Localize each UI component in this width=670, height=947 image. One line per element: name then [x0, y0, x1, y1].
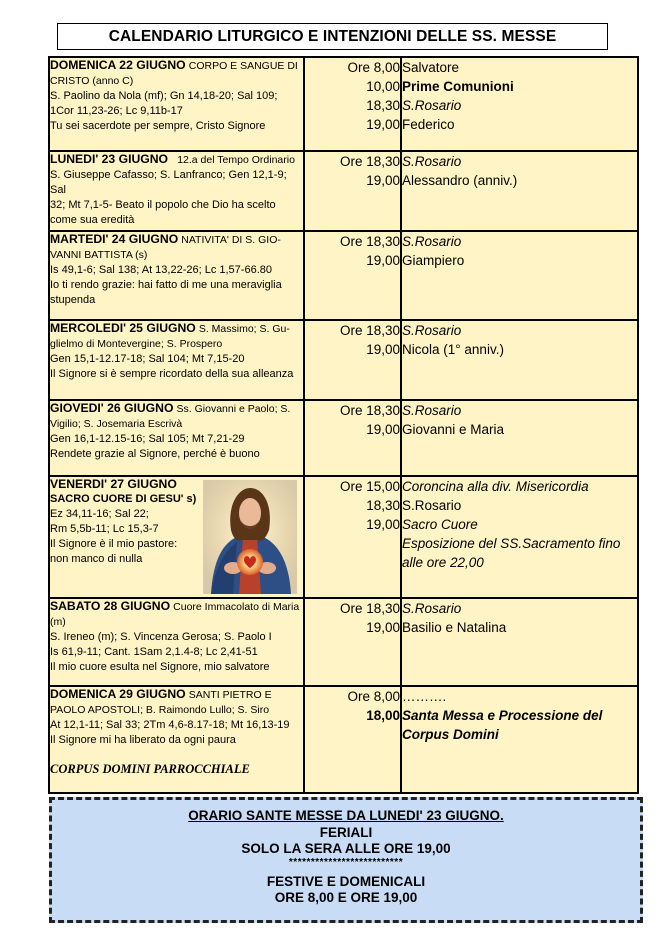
- mass-times: [304, 57, 401, 151]
- reading-line: Is 61,9-11; Cant. 1Sam 2,1.4-8; Lc 2,41-51: [50, 646, 258, 658]
- intentions: [401, 686, 638, 793]
- mass-time: Ore 18,30: [339, 403, 400, 418]
- intention: S.Rosario: [402, 234, 462, 249]
- star-divider: **************************: [288, 856, 404, 868]
- mass-time: 18,30: [366, 498, 400, 513]
- intention: Basilio e Natalina: [402, 620, 507, 635]
- mass-times: [304, 231, 401, 320]
- day-cell: [49, 400, 304, 476]
- mass-time: Ore 8,00: [347, 60, 400, 75]
- day-feast: CORPO E SANGUE DI CRISTO (anno C): [50, 60, 298, 87]
- mass-times: [304, 400, 401, 476]
- calendar-table: [48, 56, 639, 794]
- intention: Santa Messa e Processione del Corpus Domini: [402, 708, 603, 742]
- intentions: [401, 320, 638, 400]
- feriali-label: FERIALI: [319, 824, 373, 840]
- day-name: GIOVEDI' 26 GIUGNO: [50, 401, 174, 415]
- mass-time: 18,30: [366, 98, 400, 113]
- reading-line: 1Cor 11,23-26; Lc 9,11b-17: [50, 105, 183, 117]
- mass-time: 19,00: [366, 517, 400, 532]
- intention: Giampiero: [402, 253, 465, 268]
- day-feast: 12.a del Tempo Ordinario: [177, 154, 295, 166]
- page-title: CALENDARIO LITURGICO E INTENZIONI DELLE SS. MESSE: [57, 23, 608, 50]
- day-feast: S. Massimo; S. Gu-glielmo di Montevergine; S. Prospero: [50, 323, 290, 350]
- reading-line: stupenda: [50, 294, 96, 306]
- reading-line: S. Paolino da Nola (mf); Gn 14,18-20; Sal 109;: [50, 90, 278, 102]
- intention: Prime Comunioni: [402, 79, 514, 94]
- mass-time: 19,00: [366, 173, 400, 188]
- mass-time: Ore 18,30: [339, 234, 400, 249]
- reading-line: Rendete grazie al Signore, perché è buono: [50, 448, 260, 460]
- mass-times: [304, 151, 401, 231]
- sacred-heart-image: [203, 480, 297, 594]
- day-name: DOMENICA 29 GIUGNO: [50, 687, 186, 701]
- reading-line: 32; Mt 7,1-5- Beato il popolo che Dio ha scelto: [50, 199, 276, 211]
- day-cell: [49, 476, 304, 598]
- intention: Coroncina alla div. Misericordia: [402, 479, 589, 494]
- mass-times: [304, 476, 401, 598]
- intention: S.Rosario: [402, 154, 462, 169]
- mass-time: 19,00: [366, 620, 400, 635]
- day-cell: [49, 151, 304, 231]
- day-name: SABATO 28 GIUGNO: [50, 599, 171, 613]
- day-cell: [49, 231, 304, 320]
- day-feast: Ss. Giovanni e Paolo; S. Vigilio; S. Josemaria Escrivà: [50, 403, 291, 430]
- day-feast: SANTI PIETRO E PAOLO APOSTOLI; B. Raimondo Lullo; S. Siro: [50, 689, 272, 716]
- mass-time: 19,00: [366, 253, 400, 268]
- intentions: [401, 231, 638, 320]
- day-row-sunday-29: [49, 686, 638, 793]
- mass-time: Ore 18,30: [339, 601, 400, 616]
- mass-time: 18,00: [366, 708, 400, 723]
- reading-line: Is 49,1-6; Sal 138; At 13,22-26; Lc 1,57-66.80: [50, 264, 272, 276]
- day-cell: [49, 320, 304, 400]
- reading-line: Io ti rendo grazie: hai fatto di me una meraviglia: [50, 279, 282, 291]
- intention: Giovanni e Maria: [402, 422, 505, 437]
- intentions: [401, 57, 638, 151]
- day-row-saturday-28: [49, 598, 638, 686]
- intention: Esposizione del SS.Sacramento fino alle ore 22,00: [402, 536, 621, 570]
- day-cell: [49, 57, 304, 151]
- corpus-domini-label: CORPUS DOMINI PARROCCHIALE: [50, 762, 250, 776]
- mass-times: [304, 686, 401, 793]
- mass-time: Ore 18,30: [339, 154, 400, 169]
- day-name: MARTEDI' 24 GIUGNO: [50, 232, 179, 246]
- mass-time: 19,00: [366, 117, 400, 132]
- reading-line: Il mio cuore esulta nel Signore, mio salvatore: [50, 661, 270, 673]
- day-name: MERCOLEDI' 25 GIUGNO: [50, 321, 196, 335]
- intentions: [401, 598, 638, 686]
- intention: Nicola (1° anniv.): [402, 342, 504, 357]
- day-name: VENERDI' 27 GIUGNO: [50, 477, 177, 491]
- intention: Sacro Cuore: [402, 517, 478, 532]
- intention: S.Rosario: [402, 403, 462, 418]
- day-row-wednesday-25: [49, 320, 638, 400]
- day-name: LUNEDI' 23 GIUGNO: [50, 152, 169, 166]
- intention: S.Rosario: [402, 498, 462, 513]
- intention: S.Rosario: [402, 98, 462, 113]
- day-name: DOMENICA 22 GIUGNO: [50, 58, 186, 72]
- intentions: [401, 400, 638, 476]
- reading-line: Rm 5,5b-11; Lc 15,3-7: [50, 523, 159, 535]
- reading-line: Gen 16,1-12.15-16; Sal 105; Mt 7,21-29: [50, 433, 245, 445]
- reading-line: Tu sei sacerdote per sempre, Cristo Signore: [50, 120, 266, 132]
- day-row-sunday-22: [49, 57, 638, 151]
- day-row-tuesday-24: [49, 231, 638, 320]
- mass-times: [304, 598, 401, 686]
- intention: S.Rosario: [402, 323, 462, 338]
- reading-line: Il Signore mi ha liberato da ogni paura: [50, 734, 236, 746]
- reading-line: At 12,1-11; Sal 33; 2Tm 4,6-8.17-18; Mt 16,13-19: [50, 719, 290, 731]
- reading-line: S. Ireneo (m); S. Vincenza Gerosa; S. Paolo I: [50, 631, 272, 643]
- day-feast: NATIVITA' DI S. GIO-VANNI BATTISTA (s): [50, 234, 281, 261]
- day-cell: [49, 598, 304, 686]
- intention: ……….: [402, 689, 447, 704]
- mass-schedule-notice: [49, 797, 643, 923]
- intentions: [401, 151, 638, 231]
- feriali-time: SOLO LA SERA ALLE ORE 19,00: [241, 841, 451, 856]
- reading-line: S. Giuseppe Cafasso; S. Lanfranco; Gen 12,1-9; Sal: [50, 169, 287, 196]
- intention: Alessandro (anniv.): [402, 173, 518, 188]
- reading-line: Gen 15,1-12.17-18; Sal 104; Mt 7,15-20: [50, 353, 245, 365]
- mass-time: 19,00: [366, 342, 400, 357]
- intention: S.Rosario: [402, 601, 462, 616]
- day-row-thursday-26: [49, 400, 638, 476]
- mass-time: Ore 15,00: [339, 479, 400, 494]
- reading-line: come sua eredità: [50, 214, 135, 226]
- reading-line: Il Signore si è sempre ricordato della sua alleanza: [50, 368, 294, 380]
- mass-time: 19,00: [366, 422, 400, 437]
- day-row-monday-23: [49, 151, 638, 231]
- mass-time: Ore 18,30: [339, 323, 400, 338]
- day-row-friday-27: [49, 476, 638, 598]
- reading-line: Il Signore è il mio pastore:: [50, 538, 178, 550]
- intention: Salvatore: [402, 60, 460, 75]
- notice-heading: ORARIO SANTE MESSE DA LUNEDI' 23 GIUGNO.: [188, 808, 504, 823]
- festive-label: FESTIVE E DOMENICALI: [266, 873, 426, 889]
- reading-line: Ez 34,11-16; Sal 22;: [50, 508, 149, 520]
- mass-time: 10,00: [366, 79, 400, 94]
- day-feast: Cuore Immacolato di Maria (m): [50, 601, 300, 628]
- day-cell: [49, 686, 304, 793]
- intention: Federico: [402, 117, 455, 132]
- mass-times: [304, 320, 401, 400]
- intentions: [401, 476, 638, 598]
- festive-time: ORE 8,00 E ORE 19,00: [274, 890, 418, 905]
- reading-line: non manco di nulla: [50, 553, 143, 565]
- day-feast: SACRO CUORE DI GESU' s): [50, 493, 197, 505]
- mass-time: Ore 8,00: [347, 689, 400, 704]
